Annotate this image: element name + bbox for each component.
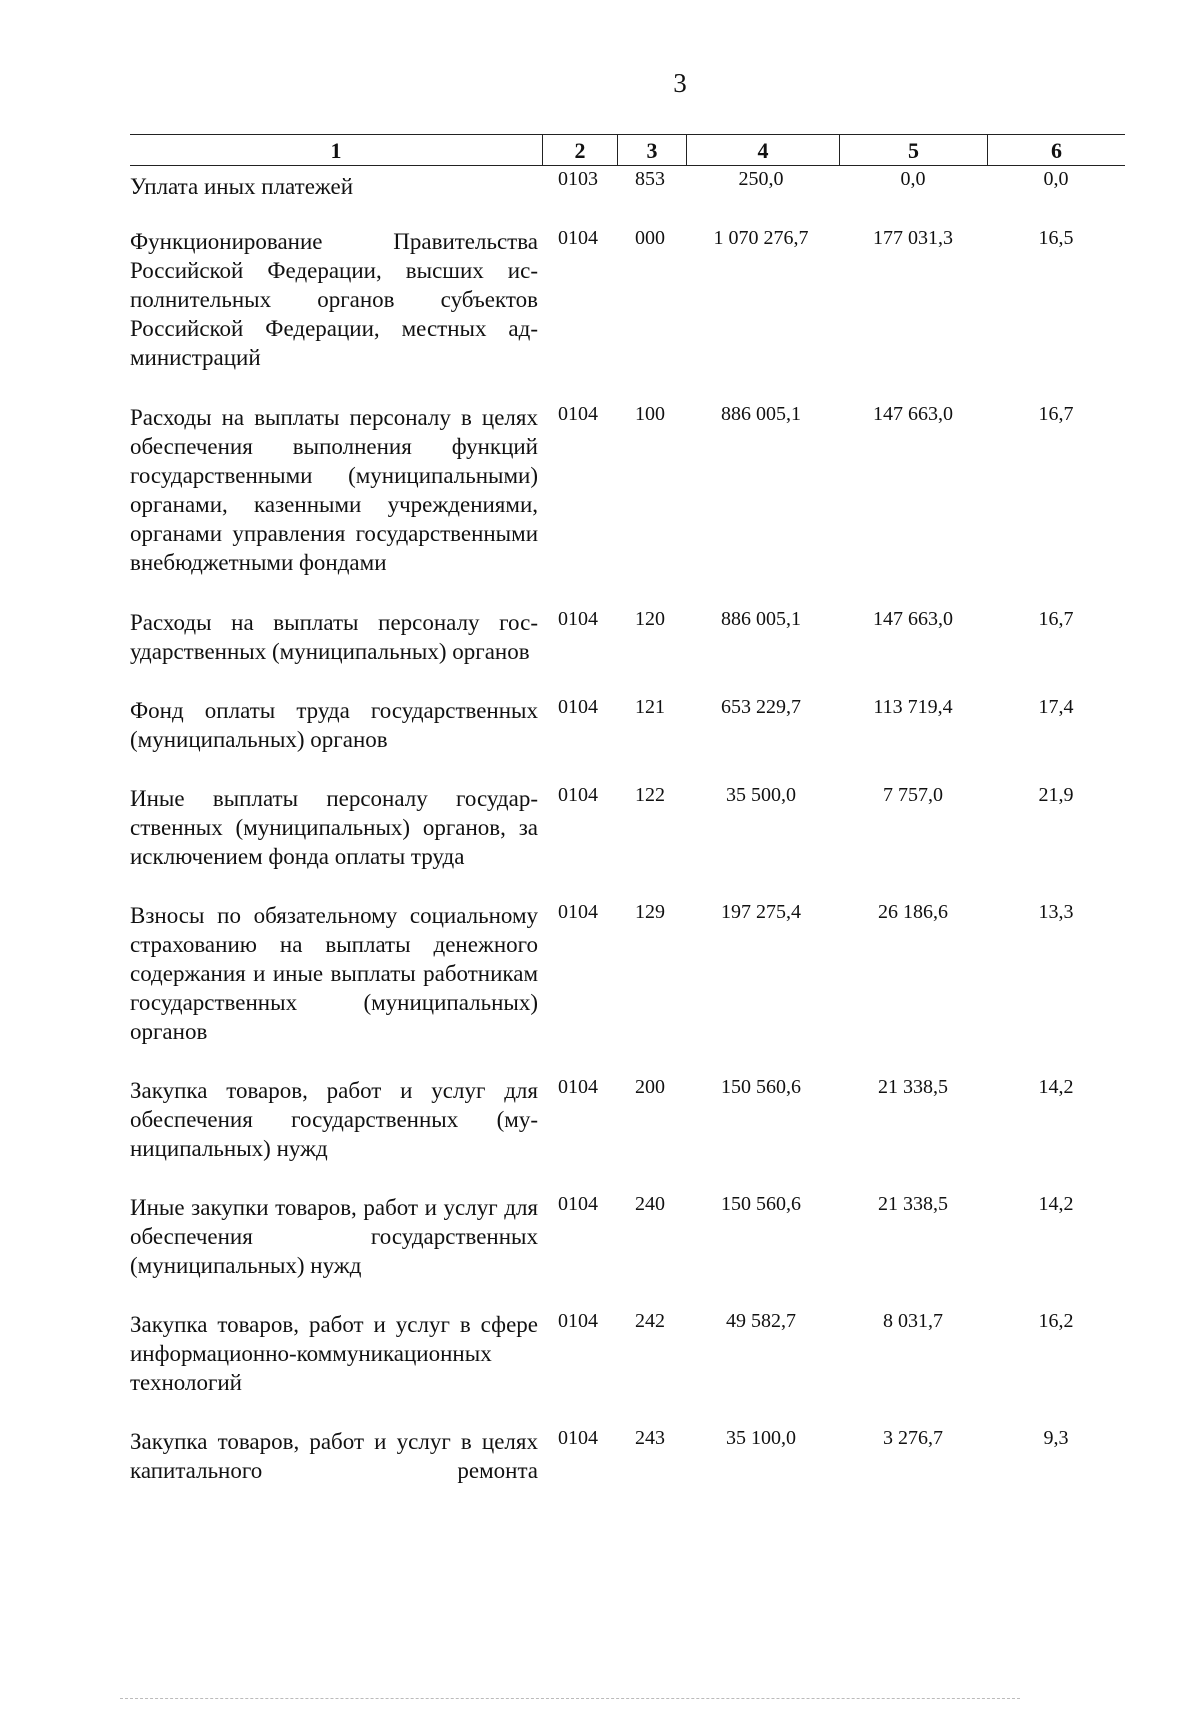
row-name: Взносы по обязательному социальному страхованию на выплаты денежного содержания и иные выплаты работникам государственных (муниципальных) органов	[130, 903, 538, 1044]
row-section-code: 0104	[558, 403, 598, 425]
row-value-4: 250,0	[738, 168, 784, 190]
row-name: Расходы на выплаты персоналу в целях обеспечения выполнения функций государственными (муниципальными) органами, казенными учреждениями, органами управления государственными внебюджетными фондами	[130, 405, 538, 575]
row-section-code: 0104	[558, 784, 598, 806]
header-col-3: 3	[617, 135, 686, 165]
page-number: 3	[673, 68, 687, 98]
row-value-6: 9,3	[1043, 1427, 1069, 1449]
row-name: Иные выплаты персоналу государственных (муниципальных) органов, за исключением фонда оплаты труда	[130, 786, 538, 869]
row-name: Закупка товаров, работ и услуг в сфере информационно-коммуникационных технологий	[130, 1312, 538, 1395]
row-expense-code: 122	[635, 784, 665, 806]
row-value-4: 150 560,6	[721, 1193, 801, 1215]
header-col-2: 2	[542, 135, 617, 165]
table-row	[130, 1310, 1125, 1397]
row-section-code: 0104	[558, 1193, 598, 1215]
row-name: Закупка товаров, работ и услуг в целях капитального ремонта	[130, 1429, 538, 1483]
row-value-5: 8 031,7	[883, 1310, 943, 1332]
row-section-code: 0104	[558, 901, 598, 923]
row-section-code: 0104	[558, 608, 598, 630]
row-value-6: 14,2	[1038, 1193, 1074, 1215]
budget-table	[130, 134, 1125, 1485]
row-value-6: 13,3	[1038, 901, 1074, 923]
table-row	[130, 1427, 1125, 1485]
table-row	[130, 608, 1125, 666]
row-value-4: 35 100,0	[726, 1427, 796, 1449]
row-name: Уплата иных платежей	[130, 174, 354, 199]
row-expense-code: 000	[635, 227, 665, 249]
table-row	[130, 1076, 1125, 1163]
row-value-5: 26 186,6	[878, 901, 948, 923]
row-name: Закупка товаров, работ и услуг для обеспечения государственных (муниципальных) нужд	[130, 1078, 538, 1161]
row-expense-code: 243	[635, 1427, 665, 1449]
row-value-6: 16,5	[1038, 227, 1074, 249]
table-row	[130, 696, 1125, 754]
row-value-5: 0,0	[900, 168, 926, 190]
row-value-5: 7 757,0	[883, 784, 943, 806]
row-section-code: 0103	[558, 168, 598, 190]
row-value-6: 14,2	[1038, 1076, 1074, 1098]
header-col-6: 6	[987, 135, 1125, 165]
row-value-6: 0,0	[1043, 168, 1069, 190]
row-expense-code: 200	[635, 1076, 665, 1098]
row-expense-code: 100	[635, 403, 665, 425]
row-section-code: 0104	[558, 1076, 598, 1098]
row-value-5: 113 719,4	[873, 696, 953, 718]
row-section-code: 0104	[558, 1310, 598, 1332]
row-value-4: 150 560,6	[721, 1076, 801, 1098]
header-col-4: 4	[686, 135, 839, 165]
row-value-5: 3 276,7	[883, 1427, 943, 1449]
row-value-5: 147 663,0	[873, 608, 953, 630]
row-value-4: 653 229,7	[721, 696, 801, 718]
row-name: Иные закупки товаров, работ и услуг для обеспечения государственных (муниципальных) нужд	[130, 1195, 538, 1278]
row-value-4: 49 582,7	[726, 1310, 796, 1332]
row-value-4: 1 070 276,7	[713, 227, 809, 249]
row-value-4: 197 275,4	[721, 901, 801, 923]
row-name: Расходы на выплаты персоналу государственных (муниципальных) органов	[130, 610, 538, 664]
header-col-5: 5	[839, 135, 987, 165]
table-row	[130, 784, 1125, 871]
row-value-4: 35 500,0	[726, 784, 796, 806]
table-row	[130, 403, 1125, 577]
row-value-5: 147 663,0	[873, 403, 953, 425]
row-expense-code: 120	[635, 608, 665, 630]
row-section-code: 0104	[558, 696, 598, 718]
header-col-1: 1	[330, 138, 342, 163]
table-row	[130, 1193, 1125, 1280]
row-value-5: 21 338,5	[878, 1076, 948, 1098]
row-expense-code: 240	[635, 1193, 665, 1215]
row-expense-code: 121	[635, 696, 665, 718]
table-row	[130, 901, 1125, 1046]
row-expense-code: 853	[635, 168, 665, 190]
row-expense-code: 129	[635, 901, 665, 923]
row-value-6: 16,7	[1038, 403, 1074, 425]
row-value-6: 16,7	[1038, 608, 1074, 630]
scan-artifact-line	[120, 1698, 1020, 1700]
row-value-6: 17,4	[1038, 696, 1074, 718]
row-expense-code: 242	[635, 1310, 665, 1332]
row-value-5: 177 031,3	[873, 227, 953, 249]
row-name: Функционирование Правительства Российской Федерации, высших исполнительных органов субъектов Российской Федерации, местных администраций	[130, 229, 538, 370]
row-section-code: 0104	[558, 227, 598, 249]
row-value-6: 21,9	[1038, 784, 1074, 806]
row-section-code: 0104	[558, 1427, 598, 1449]
row-value-6: 16,2	[1038, 1310, 1074, 1332]
table-row	[130, 227, 1125, 372]
row-name: Фонд оплаты труда государственных (муниципальных) органов	[130, 698, 538, 752]
row-value-5: 21 338,5	[878, 1193, 948, 1215]
row-value-4: 886 005,1	[721, 403, 801, 425]
table-header-row	[130, 134, 1125, 166]
row-value-4: 886 005,1	[721, 608, 801, 630]
table-row	[130, 168, 1125, 201]
